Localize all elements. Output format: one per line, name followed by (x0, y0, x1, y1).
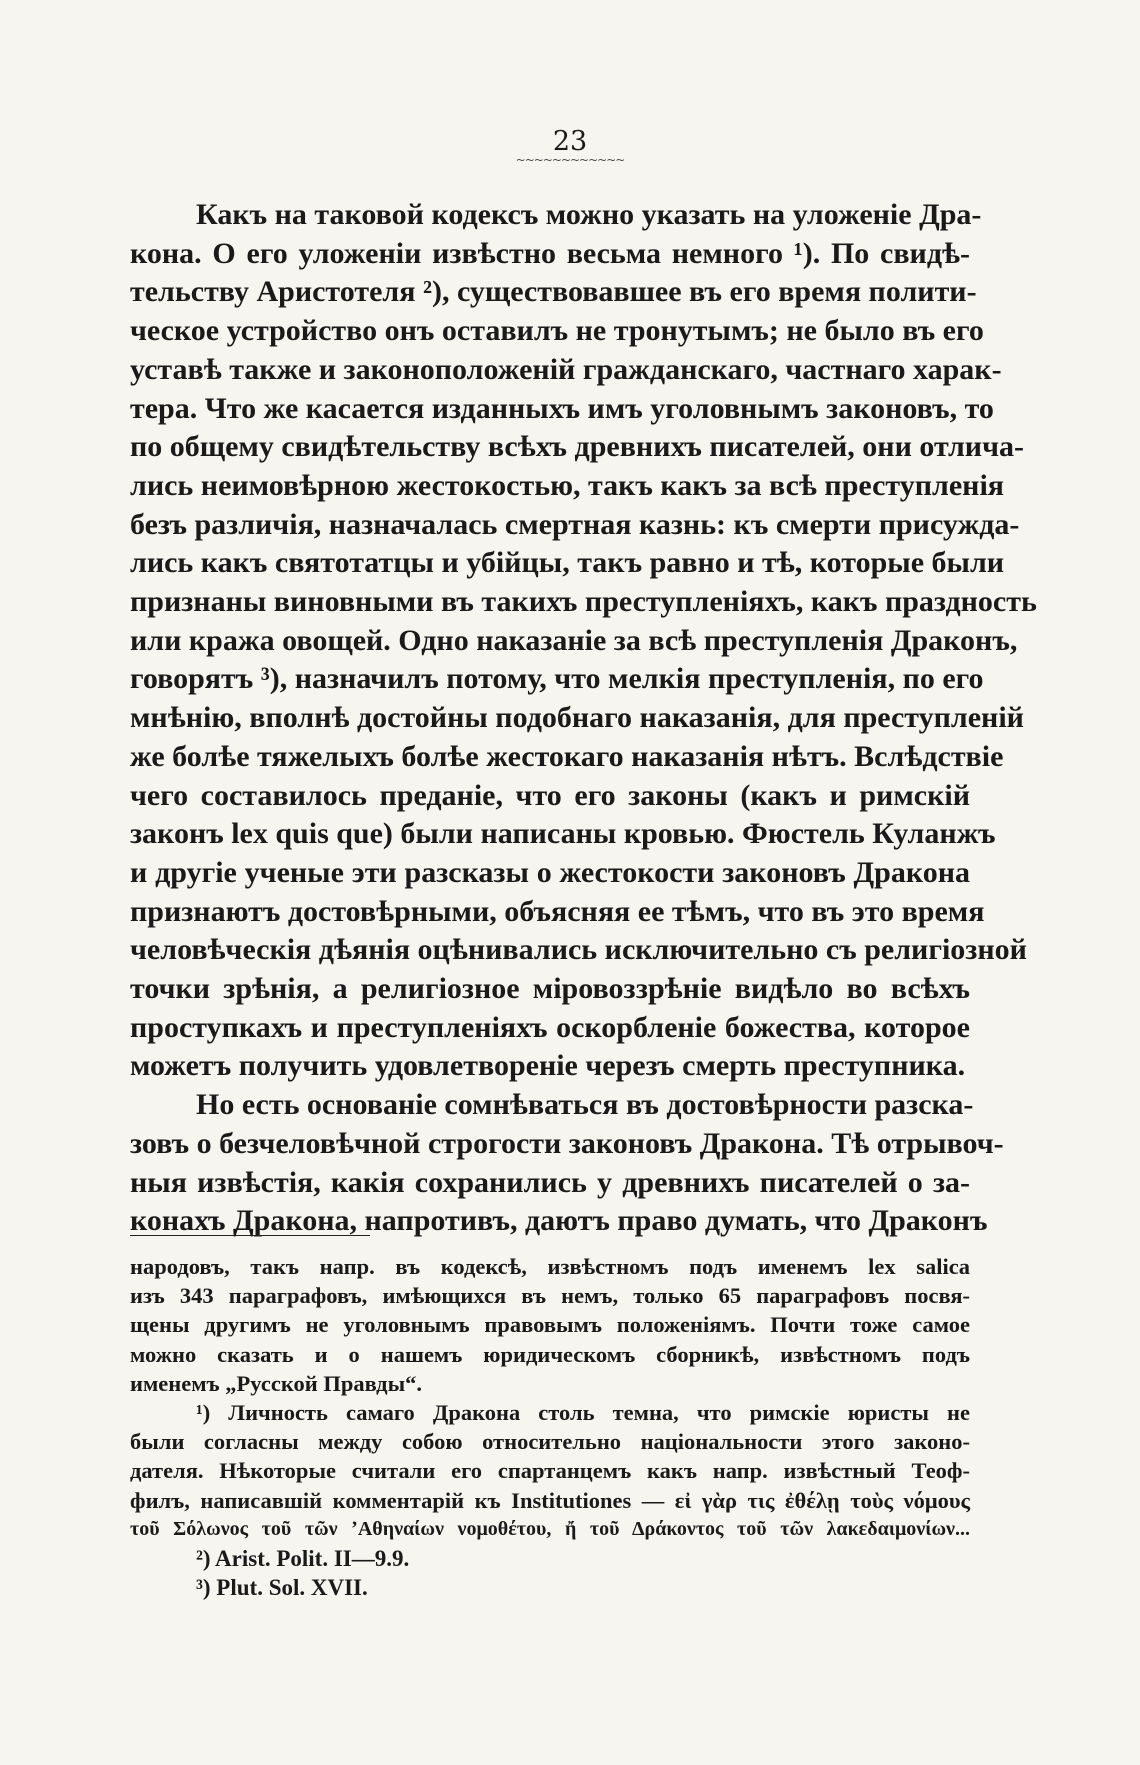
footnote-divider (130, 1235, 370, 1236)
text-line: Какъ на таковой кодексъ можно указать на уложеніе Дра- (196, 198, 982, 231)
footnote-2: ²) Arist. Polit. II—9.9. (196, 1546, 410, 1572)
text-line: говорятъ ³), назначилъ потому, что мелкія преступленія, по его (130, 662, 984, 696)
page-number: 23 (552, 126, 588, 157)
text-line: тельству Аристотеля ²), существовавшее въ его время полити- (130, 275, 977, 309)
text-line: безъ различія, назначалась смертная казнь: къ смерти присужда- (130, 507, 1020, 541)
text-line: уставѣ также и законоположеній гражданскаго, частнаго харак- (130, 352, 1002, 386)
footnote-line: можно сказать и о нашемъ юридическомъ сборникѣ, извѣстномъ подъ (130, 1341, 970, 1367)
text-line: ныя извѣстія, какія сохранились у древнихъ писателей о за- (130, 1165, 970, 1199)
text-line: же болѣе тяжелыхъ болѣе жестокаго наказанія нѣтъ. Вслѣдствіе (130, 739, 1004, 773)
text-line: лись неимовѣрною жестокостью, такъ какъ за всѣ преступленія (130, 468, 1005, 502)
text-line: или кража овощей. Одно наказаніе за всѣ преступленія Драконъ, (130, 623, 1018, 657)
text-line: проступкахъ и преступленіяхъ оскорбленіе божества, которое (130, 1010, 970, 1044)
footnote-1-line: дателя. Нѣкоторые считали его спартанцемъ какъ напр. извѣстный Теоф- (130, 1458, 970, 1484)
footnote-1-line: ¹) Личность самаго Дракона столь темна, что римскіе юристы не (196, 1400, 970, 1426)
text-line: тера. Что же касается изданныхъ имъ уголовнымъ законовъ, то (130, 391, 994, 425)
footnote-line: щены другимъ не уголовнымъ правовымъ положеніямъ. Почти тоже самое (130, 1312, 970, 1338)
text-line: можетъ получить удовлетвореніе черезъ смерть преступника. (130, 1049, 966, 1083)
footnotes (130, 1252, 970, 1602)
text-line: кона. О его уложеніи извѣстно весьма немного ¹). По свидѣ- (130, 236, 970, 270)
text-line: ческое устройство онъ оставилъ не тронутымъ; не было въ его (130, 314, 984, 348)
text-line: лись какъ святотатцы и убійцы, такъ равно и тѣ, которые были (130, 546, 1005, 580)
text-line: чего составилось преданіе, что его законы (какъ и римскій (130, 778, 970, 812)
text-line: по общему свидѣтельству всѣхъ древнихъ писателей, они отлича- (130, 430, 1024, 464)
text-line: и другіе ученые эти разсказы о жестокости законовъ Дракона (130, 855, 970, 889)
footnote-1-line: τοῦ Σόλωνος τοῦ τῶν ʼΑθηναίων νομοθέτου, ἤ τοῦ Δράκοντος τοῦ τῶν λακεδαιμονίων... (130, 1517, 970, 1540)
footnote-1-line: филъ, написавшій комментарій къ Institutiones — εἰ γὰρ τις ἐθέλῃ τοὺς νόμους (130, 1487, 970, 1513)
footnote-1-line: были согласны между собою относительно національности этого законо- (130, 1429, 970, 1455)
text-line: признаютъ достовѣрными, объясняя ее тѣмъ, что въ это время (130, 894, 985, 928)
text-line: зовъ о безчеловѣчной строгости законовъ Дракона. Тѣ отрывоч- (130, 1126, 1004, 1160)
text-line: законъ lex quis que) были написаны кровью. Фюстель Куланжъ (130, 817, 996, 851)
text-line: точки зрѣнія, а религіозное міровоззрѣніе видѣло во всѣхъ (130, 972, 970, 1006)
footnote-line: изъ 343 параграфовъ, имѣющихся въ немъ, только 65 параграфовъ посвя- (130, 1283, 970, 1309)
footnote-3: ³) Plut. Sol. XVII. (196, 1575, 368, 1601)
text-line: признаны виновными въ такихъ преступленіяхъ, какъ праздность (130, 585, 1037, 619)
text-line: мнѣнію, вполнѣ достойны подобнаго наказанія, для преступленій (130, 701, 1024, 735)
text-line: человѣческія дѣянія оцѣнивались исключительно съ религіозной (130, 933, 1027, 967)
text-line: Но есть основаніе сомнѣваться въ достовѣрности разска- (196, 1088, 974, 1122)
text-line: конахъ Дракона, напротивъ, даютъ право думать, что Драконъ (130, 1204, 988, 1238)
footnote-line: именемъ „Русской Правды“. (130, 1370, 423, 1396)
page-number-ornament: ~~~~~~~~~~~~ (515, 153, 625, 167)
footnote-line: народовъ, такъ напр. въ кодексѣ, извѣстномъ подъ именемъ lex salica (130, 1254, 970, 1279)
main-text (130, 196, 1037, 1241)
